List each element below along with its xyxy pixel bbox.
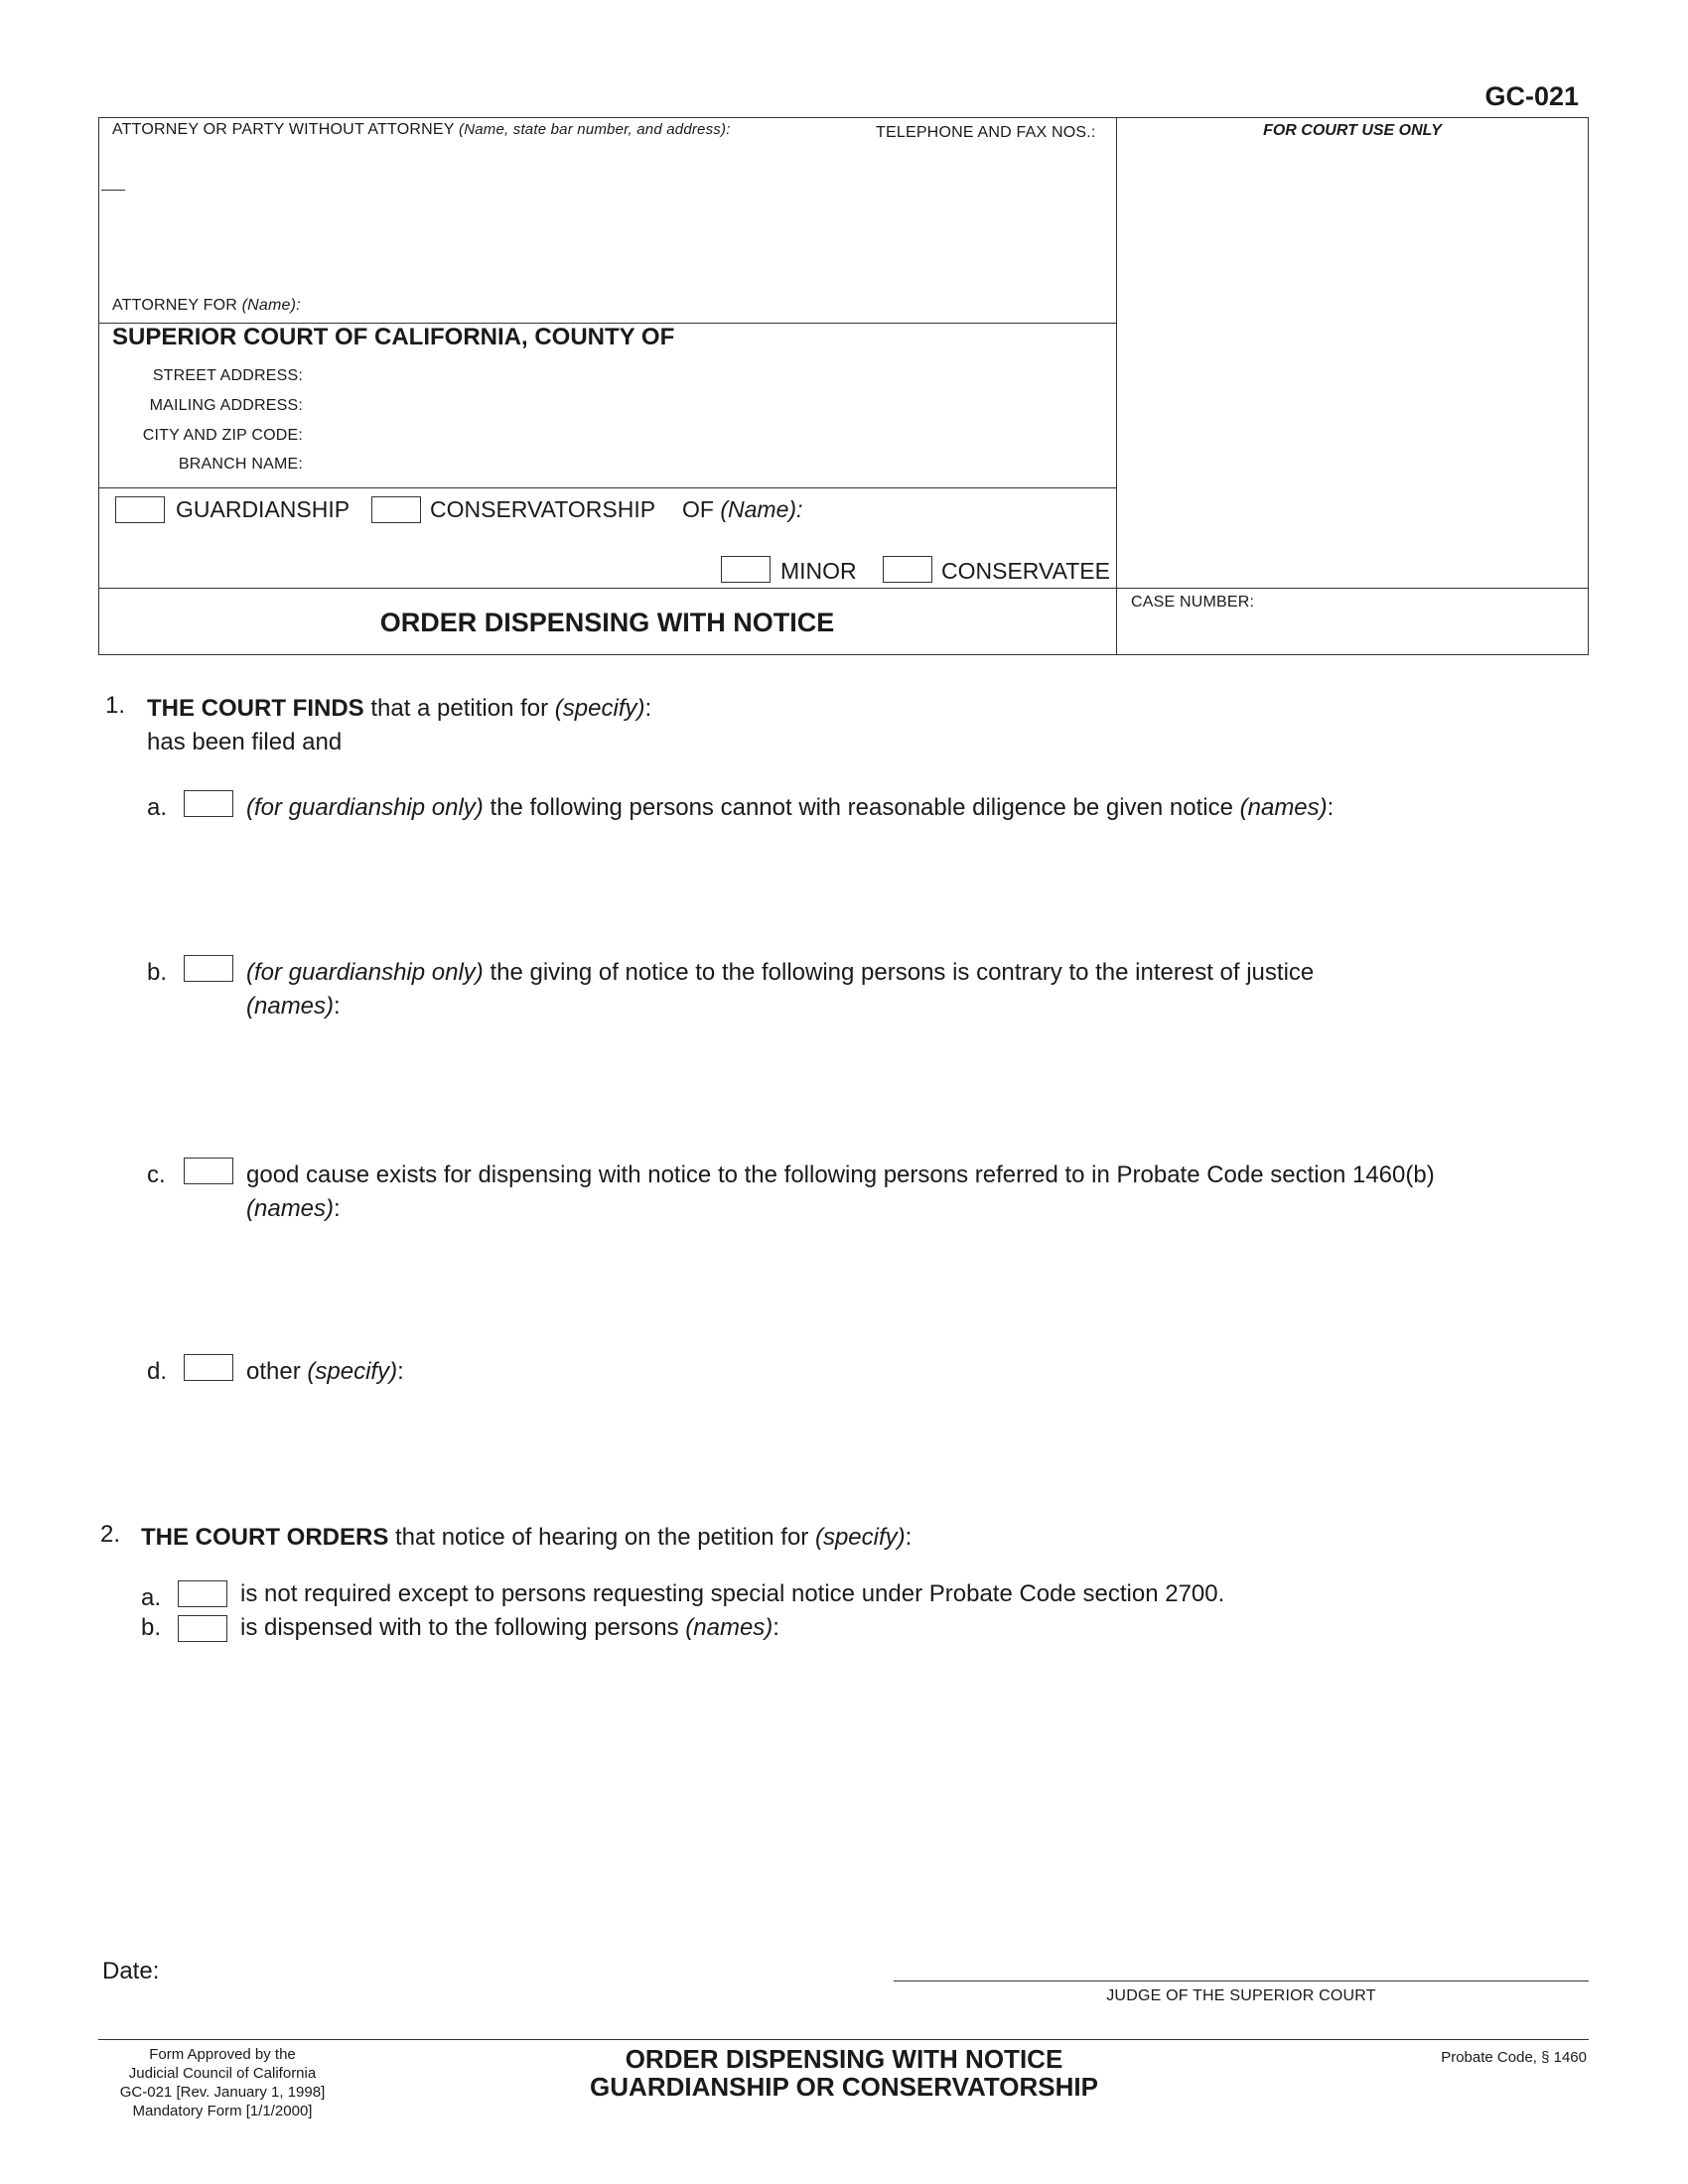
attorney-for-hint: (Name): xyxy=(241,297,301,314)
item-1b-body: the giving of notice to the following persons is contrary to the interest of justice xyxy=(483,959,1315,986)
caption-bottom-border xyxy=(98,654,1589,655)
conservatee-label: CONSERVATEE xyxy=(941,558,1110,584)
item-1a-text xyxy=(246,794,1334,822)
item-2a-letter: a. xyxy=(141,1584,162,1611)
of-hint: (Name): xyxy=(720,496,803,522)
item-1d-letter: d. xyxy=(147,1358,168,1385)
document-title: ORDER DISPENSING WITH NOTICE xyxy=(379,608,835,637)
guardianship-checkbox[interactable] xyxy=(115,496,165,523)
telephone-label: TELEPHONE AND FAX NOS.: xyxy=(876,124,1096,141)
item-1c-names: (names) xyxy=(246,1195,335,1222)
item-1a-names: (names) xyxy=(1239,794,1328,821)
court-orders-text: that notice of hearing on the petition for xyxy=(388,1524,815,1551)
conservatorship-label: CONSERVATORSHIP xyxy=(430,496,656,522)
footer-title-1: ORDER DISPENSING WITH NOTICE xyxy=(625,2044,1063,2074)
judge-signature-line[interactable] xyxy=(894,1980,1589,1981)
item-1b-letter: b. xyxy=(147,959,168,986)
court-orders-lead: THE COURT ORDERS xyxy=(141,1524,389,1551)
section-2-heading xyxy=(141,1524,912,1552)
caption-top-border xyxy=(98,117,1589,118)
of-name-label xyxy=(682,496,802,523)
section-2-number: 2. xyxy=(100,1521,121,1548)
footer-title xyxy=(447,2045,1241,2101)
item-2a-checkbox[interactable] xyxy=(178,1580,227,1607)
city-zip-label: CITY AND ZIP CODE: xyxy=(142,427,303,444)
item-2a-text: is not required except to persons requesting special notice under Probate Code section 2700. xyxy=(240,1580,1225,1607)
item-2b-names: (names) xyxy=(685,1614,774,1641)
attorney-label-row xyxy=(112,121,731,139)
date-field[interactable] xyxy=(169,1952,665,1987)
item-1a-letter: a. xyxy=(147,794,168,821)
item-1a-qualifier: (for guardianship only) xyxy=(246,794,484,821)
section-1-heading xyxy=(147,695,651,723)
caption-right-border xyxy=(1588,117,1589,655)
footer-approved-4: Mandatory Form [1/1/2000] xyxy=(132,2103,313,2119)
item-1d-body: other xyxy=(246,1358,308,1385)
item-1b-colon: : xyxy=(334,993,341,1020)
caption-divider xyxy=(1116,117,1117,655)
form-number: GC-021 xyxy=(1484,81,1579,111)
item-1a-checkbox[interactable] xyxy=(184,790,233,817)
court-finds-colon: : xyxy=(644,695,652,722)
item-1c-letter: c. xyxy=(147,1161,166,1188)
case-number-field[interactable] xyxy=(1127,615,1579,649)
item-1d-colon: : xyxy=(397,1358,404,1385)
guardianship-label: GUARDIANSHIP xyxy=(176,496,351,522)
court-title: SUPERIOR COURT OF CALIFORNIA, COUNTY OF xyxy=(112,324,675,350)
item-2b-colon: : xyxy=(773,1614,779,1641)
title-section-divider xyxy=(98,588,1589,589)
minor-label: MINOR xyxy=(780,558,857,584)
attorney-label: ATTORNEY OR PARTY WITHOUT ATTORNEY xyxy=(112,121,455,138)
court-finds-lead: THE COURT FINDS xyxy=(147,695,364,722)
court-section-divider xyxy=(98,487,1116,488)
mailing-address-label: MAILING ADDRESS: xyxy=(149,397,303,414)
item-1b-names: (names) xyxy=(246,993,335,1020)
street-address-label: STREET ADDRESS: xyxy=(152,367,303,384)
court-finds-text: that a petition for xyxy=(363,695,555,722)
footer-title-2: GUARDIANSHIP OR CONSERVATORSHIP xyxy=(590,2072,1098,2102)
section-1-line2: has been filed and xyxy=(147,729,343,755)
item-1b-checkbox[interactable] xyxy=(184,955,233,982)
branch-name-label: BRANCH NAME: xyxy=(178,456,303,473)
footer-approved-3: GC-021 [Rev. January 1, 1998] xyxy=(119,2084,326,2101)
item-1a-colon: : xyxy=(1327,794,1335,821)
item-1c-names-row xyxy=(246,1195,341,1223)
caption-left-border xyxy=(98,117,99,655)
judge-label: JUDGE OF THE SUPERIOR COURT xyxy=(1106,1987,1376,2004)
item-2b-body: is dispensed with to the following persons xyxy=(240,1614,686,1641)
court-finds-specify: (specify) xyxy=(554,695,645,722)
attorney-for-row[interactable] xyxy=(112,297,301,315)
conservatorship-checkbox[interactable] xyxy=(371,496,421,523)
of-label: OF xyxy=(682,496,714,522)
footer-code-ref: Probate Code, § 1460 xyxy=(1441,2049,1587,2066)
attorney-for-label: ATTORNEY FOR xyxy=(112,297,237,314)
court-orders-specify: (specify) xyxy=(814,1524,906,1551)
item-1b-names-row xyxy=(246,993,341,1021)
attorney-name-field[interactable] xyxy=(109,149,1102,288)
attorney-hint: (Name, state bar number, and address): xyxy=(459,121,731,138)
date-label: Date: xyxy=(102,1958,160,1984)
minor-checkbox[interactable] xyxy=(721,556,771,583)
item-2b-letter: b. xyxy=(141,1614,162,1641)
item-1c-colon: : xyxy=(334,1195,341,1222)
section-1-number: 1. xyxy=(105,692,126,719)
item-2b-checkbox[interactable] xyxy=(178,1615,227,1642)
item-1d-checkbox[interactable] xyxy=(184,1354,233,1381)
court-use-label: FOR COURT USE ONLY xyxy=(1263,122,1442,139)
court-use-area xyxy=(1122,149,1579,576)
item-1c-checkbox[interactable] xyxy=(184,1158,233,1184)
item-1c-text: good cause exists for dispensing with notice to the following persons referred to in Probate Code section 1460(b) xyxy=(246,1161,1435,1188)
footer-approved-1: Form Approved by the xyxy=(149,2046,296,2063)
court-orders-colon: : xyxy=(905,1524,913,1551)
item-1a-body: the following persons cannot with reasonable diligence be given notice xyxy=(483,794,1240,821)
item-1d-specify: (specify) xyxy=(307,1358,398,1385)
conservatee-checkbox[interactable] xyxy=(883,556,932,583)
item-1b-qualifier: (for guardianship only) xyxy=(246,959,484,986)
footer-approval xyxy=(98,2045,347,2120)
item-1b-text xyxy=(246,959,1314,987)
footer-approved-2: Judicial Council of California xyxy=(128,2065,317,2082)
item-1d-text xyxy=(246,1358,404,1386)
footer-rule xyxy=(98,2039,1589,2040)
case-number-label: CASE NUMBER: xyxy=(1131,594,1255,611)
item-2b-text xyxy=(240,1614,779,1642)
